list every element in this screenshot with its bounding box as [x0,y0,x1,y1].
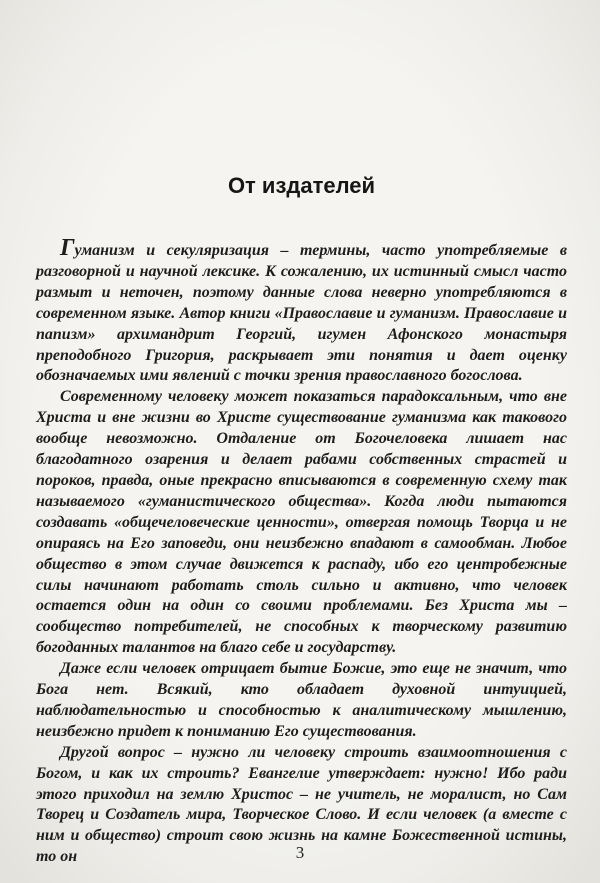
paragraph-4: Другой вопрос – нужно ли человеку строить взаимоотношения с Богом, и как их строить? Евангелие утверждает: нужно! Ибо ради этого приходил на землю Христос – не учитель, не моралист, но Сам Творец и Создатель мира, Творческое Слово. И если человек (а вместе с ним и общество) строит свою жизнь на камне Божественной истины, то он [36,743,567,866]
page-number: 3 [295,843,305,862]
page-title: От издателей [227,173,376,198]
text-block [36,235,567,868]
paragraph-1: Гуманизм и секуляризация – термины, часто употребляемые в разговорной и научной лексике. К сожалению, их истинный смысл часто размыт и неточен, поэтому данные слова неверно употребляются в современном языке. Автор книги «Православие и гуманизм. Православие и папизм» архимандрит Георгий, игумен Афонского монастыря преподобного Григория, раскрывает эти понятия и дает оценку обозначаемых ими явлений с точки зрения православного богослова. [36,235,567,385]
paragraph-3: Даже если человек отрицает бытие Божие, это еще не значит, что Бога нет. Всякий, кто обладает духовной интуицией, наблюдательностью и способностью к аналитическому мышлению, неизбежно придет к пониманию Его существования. [36,660,567,740]
paragraph-2: Современному человеку может показаться парадоксальным, что вне Христа и вне жизни во Христе существование гуманизма как такового вообще невозможно. Отдаление от Богочеловека лишает нас благодатного озарения и делает рабами собственных страстей и пороков, правда, оные прекрасно вписываются в современную схему так называемого «гуманистического общества». Когда люди пытаются создавать «общечеловеческие ценности», отвергая помощь Творца и не опираясь на Его заповеди, они неизбежно впадают в самообман. Любое общество в этом случае движется к распаду, ибо его центробежные силы начинают работать столь сильно и активно, что человек остается один на один со своими проблемами. Без Христа мы – сообщество потребителей, не способных к творческому развитию богоданных талантов на благо себе и государству. [36,388,567,657]
